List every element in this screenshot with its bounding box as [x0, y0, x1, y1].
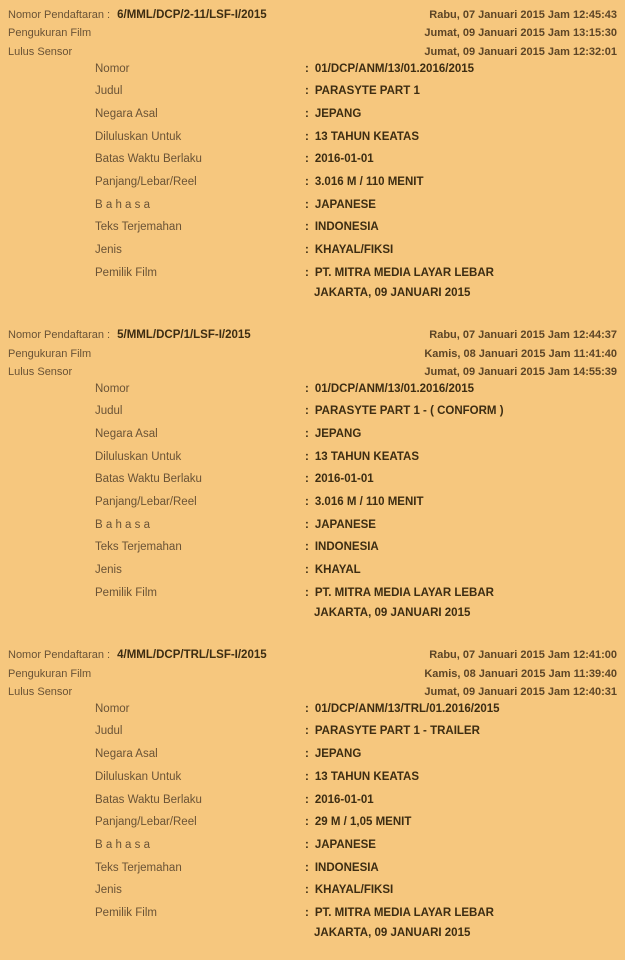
colon: : — [305, 176, 309, 188]
colon: : — [305, 541, 309, 554]
field-value-panjang-lebar-reel: 3.016 M / 110 MENIT — [314, 176, 424, 188]
field-label-bahasa: B a h a s a — [95, 838, 150, 851]
registration-datetime: Rabu, 07 Januari 2015 Jam 12:41:00 — [429, 649, 617, 662]
colon: : — [305, 198, 309, 211]
field-row-bahasa — [95, 513, 617, 536]
field-value-bahasa: JAPANESE — [314, 198, 376, 211]
field-value-nomor: 01/DCP/ANM/13/TRL/01.2016/2015 — [314, 702, 500, 715]
colon: : — [305, 244, 309, 257]
colon: : — [305, 702, 309, 715]
field-value-nomor: 01/DCP/ANM/13/01.2016/2015 — [314, 62, 475, 75]
registration-label: Nomor Pendaftaran : — [8, 649, 111, 662]
field-label-negara-asal: Negara Asal — [95, 428, 158, 441]
registration-number: 4/MML/DCP/TRL/LSF-I/2015 — [117, 649, 267, 662]
field-row-judul — [95, 720, 617, 743]
field-value-batas-waktu-berlaku: 2016-01-01 — [314, 793, 374, 806]
censor-label: Lulus Sensor — [8, 45, 73, 58]
colon: : — [305, 382, 309, 395]
field-row-panjang-lebar-reel — [95, 491, 617, 514]
field-row-teks-terjemahan — [95, 536, 617, 559]
field-value-teks-terjemahan: INDONESIA — [314, 541, 379, 554]
field-label-pemilik-film: Pemilik Film — [95, 906, 157, 919]
field-row-judul — [95, 80, 617, 103]
field-label-negara-asal: Negara Asal — [95, 107, 158, 120]
colon: : — [305, 884, 309, 897]
field-value-batas-waktu-berlaku: 2016-01-01 — [314, 473, 374, 486]
field-label-panjang-lebar-reel: Panjang/Lebar/Reel — [95, 176, 197, 188]
field-label-batas-waktu-berlaku: Batas Waktu Berlaku — [95, 153, 202, 166]
field-value-pemilik-film: PT. MITRA MEDIA LAYAR LEBAR — [314, 586, 494, 599]
field-value-negara-asal: JEPANG — [314, 748, 362, 761]
censor-record — [8, 646, 617, 942]
registration-label: Nomor Pendaftaran : — [8, 329, 111, 342]
registration-number: 5/MML/DCP/1/LSF-I/2015 — [117, 329, 251, 342]
colon: : — [305, 153, 309, 166]
field-value-panjang-lebar-reel: 29 M / 1,05 MENIT — [314, 816, 412, 829]
measurement-label: Pengukuran Film — [8, 27, 92, 40]
field-label-batas-waktu-berlaku: Batas Waktu Berlaku — [95, 793, 202, 806]
field-row-batas-waktu-berlaku — [95, 468, 617, 491]
field-label-jenis: Jenis — [95, 244, 122, 257]
field-value-bahasa: JAPANESE — [314, 838, 376, 851]
colon: : — [305, 725, 309, 738]
field-label-teks-terjemahan: Teks Terjemahan — [95, 541, 182, 554]
measurement-datetime: Jumat, 09 Januari 2015 Jam 13:15:30 — [424, 27, 617, 40]
field-value-diluluskan-untuk: 13 TAHUN KEATAS — [314, 450, 419, 463]
colon: : — [305, 586, 309, 599]
field-label-nomor: Nomor — [95, 382, 130, 395]
registration-datetime: Rabu, 07 Januari 2015 Jam 12:45:43 — [429, 9, 617, 21]
field-row-pemilik-film — [95, 261, 617, 284]
colon: : — [305, 838, 309, 851]
colon: : — [305, 496, 309, 509]
field-row-negara-asal — [95, 103, 617, 126]
colon: : — [305, 473, 309, 486]
field-row-batas-waktu-berlaku — [95, 148, 617, 171]
field-list — [8, 697, 617, 942]
colon: : — [305, 85, 309, 98]
field-label-jenis: Jenis — [95, 884, 122, 897]
field-value-pemilik-film: PT. MITRA MEDIA LAYAR LEBAR — [314, 266, 494, 279]
field-label-diluluskan-untuk: Diluluskan Untuk — [95, 770, 182, 783]
colon: : — [305, 906, 309, 919]
field-row-teks-terjemahan — [95, 856, 617, 879]
field-row-jenis — [95, 239, 617, 262]
colon: : — [305, 816, 309, 829]
field-label-panjang-lebar-reel: Panjang/Lebar/Reel — [95, 816, 197, 829]
registration-row — [8, 6, 617, 24]
pemilik-film-city-date: JAKARTA, 09 JANUARI 2015 — [314, 927, 471, 940]
field-label-jenis: Jenis — [95, 564, 122, 577]
field-value-jenis: KHAYAL — [314, 564, 361, 577]
field-value-pemilik-film: PT. MITRA MEDIA LAYAR LEBAR — [314, 906, 494, 919]
colon: : — [305, 861, 309, 874]
field-value-nomor: 01/DCP/ANM/13/01.2016/2015 — [314, 382, 475, 395]
measurement-row — [8, 24, 617, 42]
censor-datetime: Jumat, 09 Januari 2015 Jam 14:55:39 — [424, 365, 617, 378]
field-label-diluluskan-untuk: Diluluskan Untuk — [95, 130, 182, 143]
colon: : — [305, 428, 309, 441]
colon: : — [305, 793, 309, 806]
pemilik-film-city-date: JAKARTA, 09 JANUARI 2015 — [314, 287, 471, 300]
field-row-panjang-lebar-reel — [95, 171, 617, 194]
registration-datetime: Rabu, 07 Januari 2015 Jam 12:44:37 — [429, 329, 617, 342]
field-row-judul — [95, 400, 617, 423]
field-row-negara-asal — [95, 423, 617, 446]
field-row-pemilik-film — [95, 902, 617, 925]
field-value-bahasa: JAPANESE — [314, 518, 376, 531]
censor-label: Lulus Sensor — [8, 365, 73, 378]
field-row-jenis — [95, 559, 617, 582]
censor-record — [8, 6, 617, 302]
field-row-diluluskan-untuk — [95, 445, 617, 468]
field-row-diluluskan-untuk — [95, 125, 617, 148]
field-value-negara-asal: JEPANG — [314, 428, 362, 441]
censor-datetime: Jumat, 09 Januari 2015 Jam 12:32:01 — [424, 45, 617, 58]
field-value-teks-terjemahan: INDONESIA — [314, 861, 379, 874]
field-row-teks-terjemahan — [95, 216, 617, 239]
field-row-pemilik-film — [95, 582, 617, 605]
colon: : — [305, 518, 309, 531]
field-value-diluluskan-untuk: 13 TAHUN KEATAS — [314, 130, 419, 143]
censor-record — [8, 326, 617, 622]
field-label-judul: Judul — [95, 85, 123, 98]
field-value-diluluskan-untuk: 13 TAHUN KEATAS — [314, 770, 419, 783]
field-label-bahasa: B a h a s a — [95, 198, 150, 211]
field-label-judul: Judul — [95, 405, 123, 418]
colon: : — [305, 107, 309, 120]
field-row-diluluskan-untuk — [95, 765, 617, 788]
colon: : — [305, 450, 309, 463]
field-row-negara-asal — [95, 743, 617, 766]
colon: : — [305, 266, 309, 279]
measurement-label: Pengukuran Film — [8, 347, 92, 360]
field-label-pemilik-film: Pemilik Film — [95, 266, 157, 279]
field-label-diluluskan-untuk: Diluluskan Untuk — [95, 450, 182, 463]
field-row-jenis — [95, 879, 617, 902]
registration-row — [8, 646, 617, 664]
field-label-negara-asal: Negara Asal — [95, 748, 158, 761]
registration-label: Nomor Pendaftaran : — [8, 9, 111, 21]
field-row-batas-waktu-berlaku — [95, 788, 617, 811]
measurement-row — [8, 345, 617, 363]
field-label-teks-terjemahan: Teks Terjemahan — [95, 861, 182, 874]
field-list — [8, 377, 617, 622]
registration-number: 6/MML/DCP/2-11/LSF-I/2015 — [117, 9, 267, 21]
measurement-row — [8, 665, 617, 683]
field-row-bahasa — [95, 193, 617, 216]
field-row-panjang-lebar-reel — [95, 811, 617, 834]
field-label-nomor: Nomor — [95, 702, 130, 715]
field-label-bahasa: B a h a s a — [95, 518, 150, 531]
censor-label: Lulus Sensor — [8, 686, 73, 698]
measurement-label: Pengukuran Film — [8, 667, 92, 680]
colon: : — [305, 62, 309, 75]
colon: : — [305, 221, 309, 234]
field-label-teks-terjemahan: Teks Terjemahan — [95, 221, 182, 234]
field-value-teks-terjemahan: INDONESIA — [314, 221, 379, 234]
field-value-judul: PARASYTE PART 1 — [314, 85, 420, 98]
field-value-judul: PARASYTE PART 1 - ( CONFORM ) — [314, 405, 504, 418]
field-label-nomor: Nomor — [95, 62, 130, 75]
field-row-bahasa — [95, 834, 617, 857]
pemilik-film-city-date: JAKARTA, 09 JANUARI 2015 — [314, 607, 471, 620]
measurement-datetime: Kamis, 08 Januari 2015 Jam 11:39:40 — [424, 667, 617, 680]
field-value-panjang-lebar-reel: 3.016 M / 110 MENIT — [314, 496, 424, 509]
colon: : — [305, 405, 309, 418]
colon: : — [305, 564, 309, 577]
registration-row — [8, 326, 617, 344]
field-value-judul: PARASYTE PART 1 - TRAILER — [314, 725, 480, 738]
field-list — [8, 57, 617, 302]
field-label-judul: Judul — [95, 725, 123, 738]
field-value-jenis: KHAYAL/FIKSI — [314, 884, 394, 897]
field-value-jenis: KHAYAL/FIKSI — [314, 244, 394, 257]
colon: : — [305, 130, 309, 143]
colon: : — [305, 770, 309, 783]
field-label-batas-waktu-berlaku: Batas Waktu Berlaku — [95, 473, 202, 486]
measurement-datetime: Kamis, 08 Januari 2015 Jam 11:41:40 — [424, 347, 617, 360]
field-label-pemilik-film: Pemilik Film — [95, 586, 157, 599]
censor-datetime: Jumat, 09 Januari 2015 Jam 12:40:31 — [424, 686, 617, 698]
colon: : — [305, 748, 309, 761]
field-value-negara-asal: JEPANG — [314, 107, 362, 120]
field-value-batas-waktu-berlaku: 2016-01-01 — [314, 153, 374, 166]
field-label-panjang-lebar-reel: Panjang/Lebar/Reel — [95, 496, 197, 509]
